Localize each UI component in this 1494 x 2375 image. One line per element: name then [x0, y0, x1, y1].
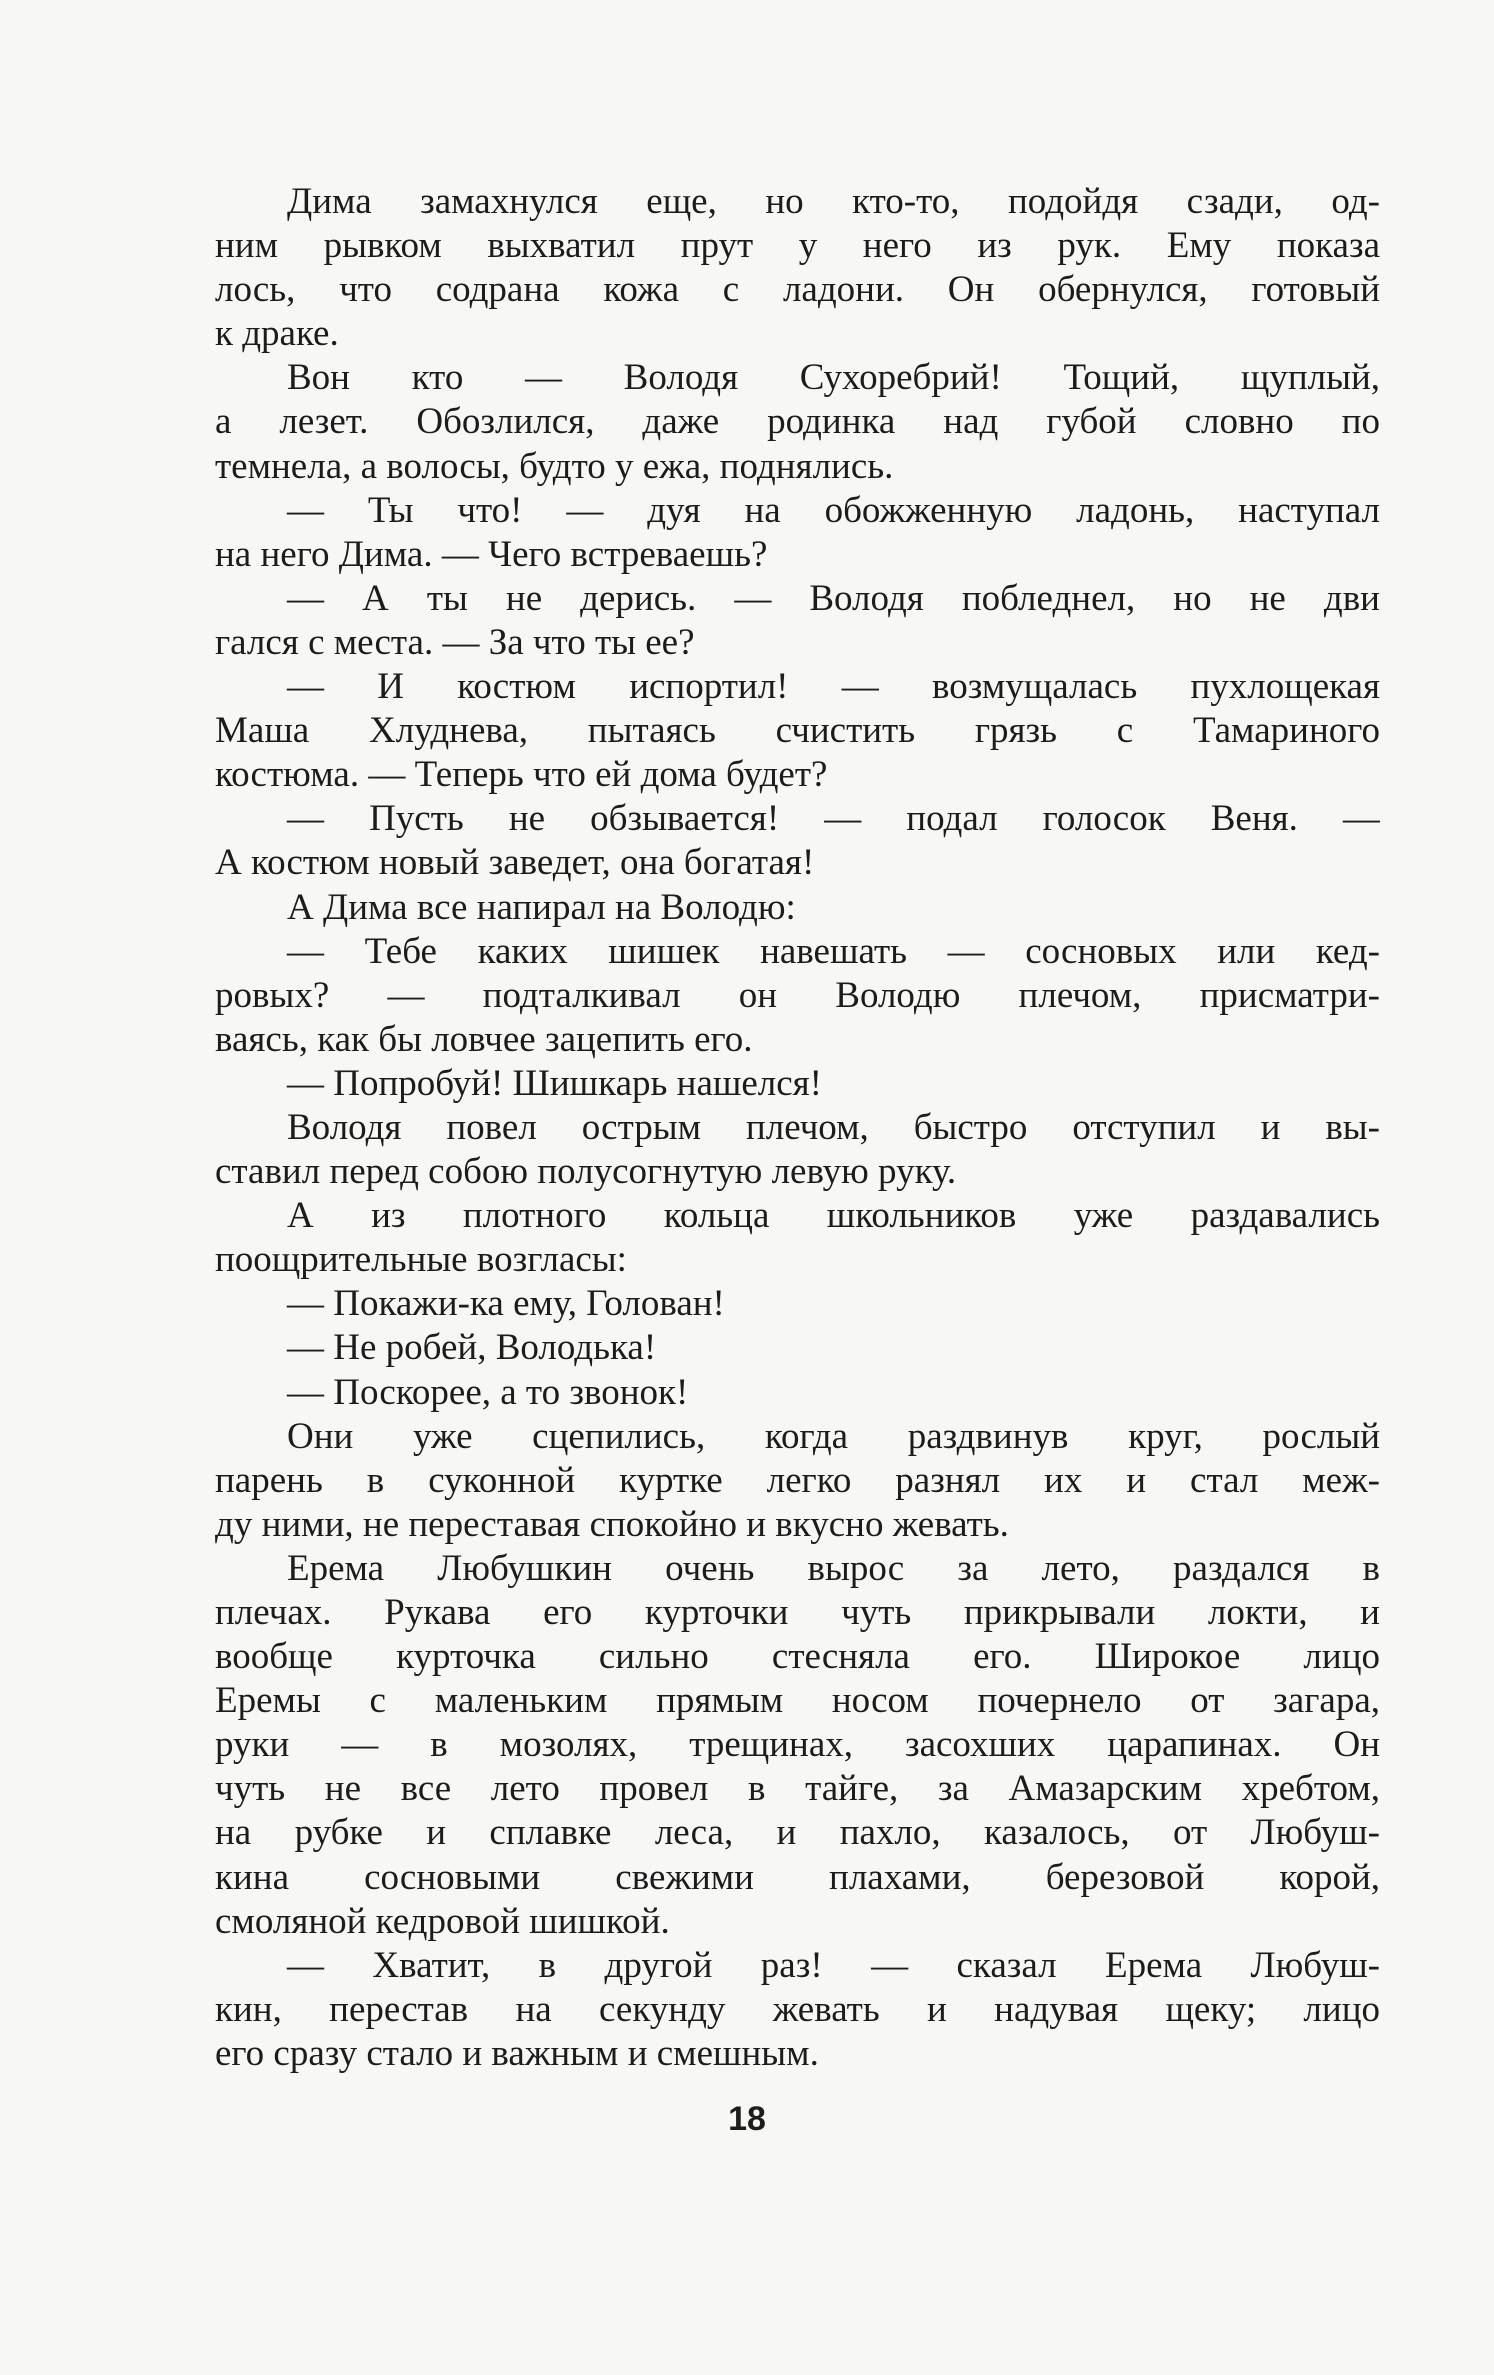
text-line: поощрительные возгласы: — [215, 1239, 627, 1281]
text-line: — Тебе каких шишек навешать — сосновых или кед- — [287, 930, 1380, 972]
text-line: лось, что содрана кожа с ладони. Он обернулся, готовый — [215, 269, 1380, 311]
text-line: парень в суконной куртке легко разнял их и стал меж- — [215, 1459, 1380, 1501]
body-text — [215, 180, 1380, 2076]
text-line: — Ты что! — дуя на обожженную ладонь, наступал — [287, 489, 1380, 531]
text-line: ставил перед собою полусогнутую левую руку. — [215, 1151, 957, 1193]
text-line: Вон кто — Володя Сухоребрий! Тощий, щуплый, — [287, 357, 1380, 399]
text-line: на него Дима. — Чего встреваешь? — [215, 533, 768, 575]
text-line: ним рывком выхватил прут у него из рук. Ему показа — [215, 225, 1380, 267]
text-line: ваясь, как бы ловчее зацепить его. — [215, 1018, 753, 1060]
text-line: Дима замахнулся еще, но кто-то, подойдя сзади, од- — [287, 181, 1380, 222]
text-line: а лезет. Обозлился, даже родинка над губой словно по — [215, 401, 1380, 443]
text-line: Володя повел острым плечом, быстро отступил и вы- — [287, 1106, 1380, 1148]
text-line: плечах. Рукава его курточки чуть прикрывали локти, и — [215, 1592, 1380, 1633]
text-line: темнела, а волосы, будто у ежа, поднялись. — [215, 445, 894, 487]
text-line: А Дима все напирал на Володю: — [287, 886, 796, 928]
text-line: ду ними, не переставая спокойно и вкусно жевать. — [215, 1503, 1009, 1545]
text-line: — Не робей, Володька! — [287, 1327, 657, 1369]
text-line: вообще курточка сильно стесняла его. Широкое лицо — [215, 1636, 1380, 1678]
text-line: — Поскорее, а то звонок! — [287, 1371, 689, 1413]
text-line: чуть не все лето провел в тайге, за Амазарским хребтом, — [215, 1768, 1380, 1810]
text-line: костюма. — Теперь что ей дома будет? — [215, 754, 828, 796]
text-line: ровых? — подталкивал он Володю плечом, присматри- — [215, 974, 1380, 1016]
text-line: к драке. — [215, 313, 339, 355]
text-line: — И костюм испортил! — возмущалась пухлощекая — [287, 666, 1380, 708]
text-line: — Попробуй! Шишкарь нашелся! — [287, 1062, 823, 1104]
text-line: кина сосновыми свежими плахами, березовой корой, — [215, 1856, 1380, 1898]
text-line: Еремы с маленьким прямым носом почернело от загара, — [215, 1680, 1380, 1722]
text-line: А костюм новый заведет, она богатая! — [215, 842, 815, 884]
text-line: — А ты не дерись. — Володя побледнел, но не дви — [287, 577, 1380, 619]
text-line: А из плотного кольца школьников уже раздавались — [287, 1195, 1380, 1237]
page-number: 18 — [728, 2100, 766, 2138]
text-line: Маша Хлуднева, пытаясь счистить грязь с Тамариного — [215, 710, 1380, 752]
text-line: кин, перестав на секунду жевать и надувая щеку; лицо — [215, 1988, 1380, 2030]
text-line: Они уже сцепились, когда раздвинув круг, рослый — [287, 1415, 1380, 1457]
text-line: руки — в мозолях, трещинах, засохших царапинах. Он — [215, 1724, 1380, 1766]
text-line: гался с места. — За что ты ее? — [215, 621, 695, 663]
text-line: — Пусть не обзывается! — подал голосок Веня. — — [287, 798, 1380, 840]
text-line: смоляной кедровой шишкой. — [215, 1900, 670, 1942]
text-line: — Покажи-ка ему, Голован! — [287, 1283, 725, 1325]
text-line: — Хватит, в другой раз! — сказал Ерема Любуш- — [287, 1944, 1380, 1986]
text-line: его сразу стало и важным и смешным. — [215, 2032, 819, 2074]
text-line: Ерема Любушкин очень вырос за лето, раздался в — [287, 1547, 1380, 1589]
text-line: на рубке и сплавке леса, и пахло, казалось, от Любуш- — [215, 1812, 1380, 1854]
